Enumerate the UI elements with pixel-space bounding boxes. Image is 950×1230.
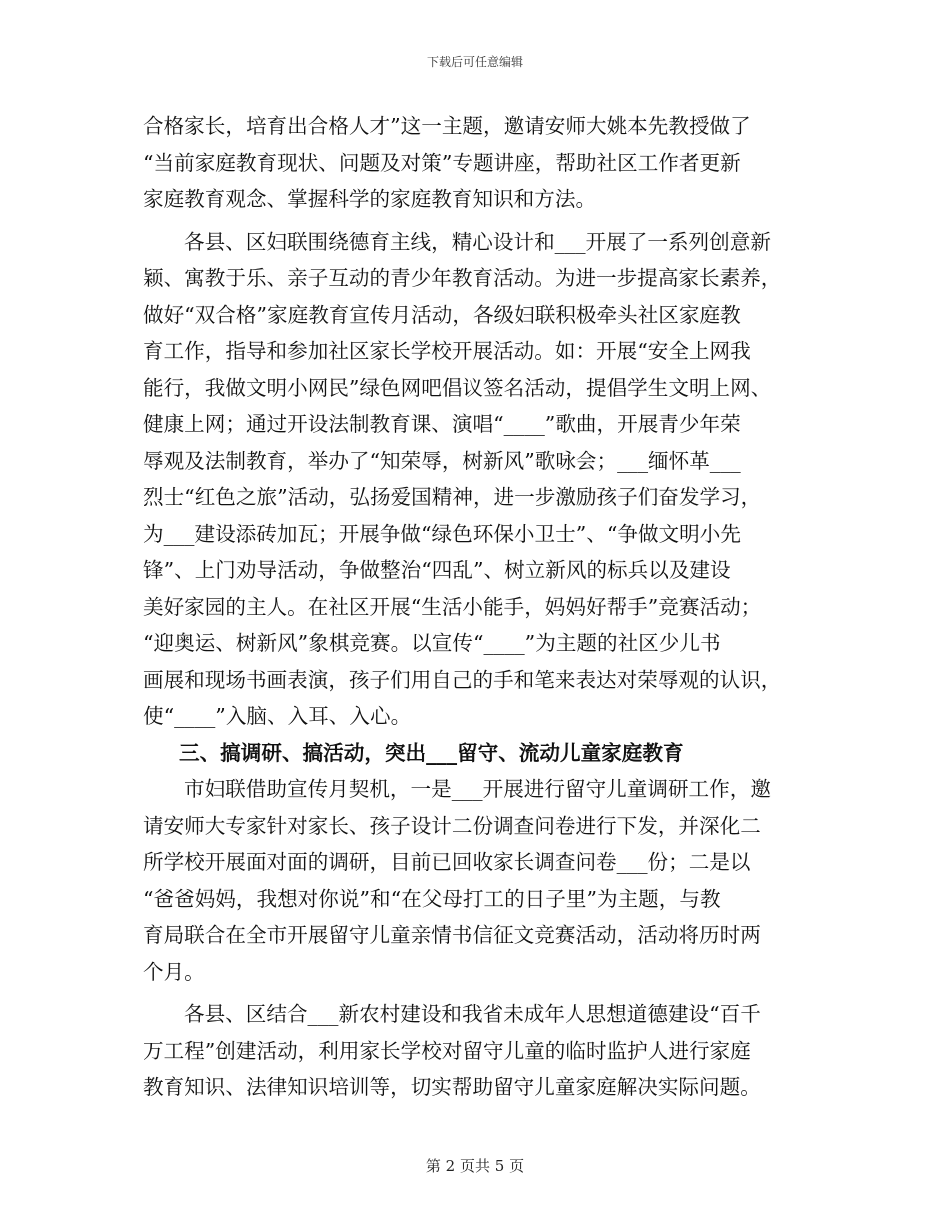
paragraph-2-line: 锋”、上门劝导活动，争做整治“四乱”、树立新风的标兵以及建设	[143, 558, 731, 582]
paragraph-1-line: 家庭教育观念、掌握科学的家庭教育知识和方法。	[143, 187, 597, 211]
paragraph-1-line: “当前家庭教育现状、问题及对策”专题讲座，帮助社区工作者更新	[143, 150, 741, 175]
paragraph-4-line: 教育知识、法律知识培训等，切实帮助留守儿童家庭解决实际问题。	[143, 1075, 761, 1099]
paragraph-2-line: 颖、寓教于乐、亲子互动的青少年教育活动。为进一步提高家长素养，	[143, 266, 782, 290]
document-body	[143, 108, 805, 1106]
paragraph-4-line: 各县、区结合___新农村建设和我省未成年人思想道德建设“百千	[184, 1002, 761, 1026]
paragraph-2-line: “迎奥运、树新风”象棋竞赛。以宣传“____”为主题的社区少儿书	[143, 631, 721, 655]
paragraph-2-line: 辱观及法制教育，举办了“知荣辱，树新风”歌咏会；___缅怀革___	[143, 448, 741, 473]
paragraph-1-line: 合格家长，培育出合格人才”这一主题，邀请安师大姚本先教授做了	[143, 114, 751, 138]
paragraph-3-line: “爸爸妈妈，我想对你说”和“在父母打工的日子里”为主题，与教	[143, 886, 721, 911]
paragraph-3-line: 市妇联借助宣传月契机，一是___开展进行留守儿童调研工作，邀	[184, 777, 771, 801]
page-number-footer: 第 2 页共 5 页	[425, 1157, 525, 1175]
paragraph-2-line: 美好家园的主人。在社区开展“生活小能手，妈妈好帮手”竞赛活动；	[143, 594, 762, 619]
paragraph-2-line: 画展和现场书画表演，孩子们用自己的手和笔来表达对荣辱观的认识，	[143, 667, 782, 692]
paragraph-2-line: 做好“双合格”家庭教育宣传月活动，各级妇联积极牵头社区家庭教	[143, 302, 741, 327]
paragraph-3-line: 请安师大专家针对家长、孩子设计二份调查问卷进行下发，并深化二	[143, 813, 761, 838]
paragraph-2-line: 各县、区妇联围绕德育主线，精心设计和___开展了一系列创意新	[184, 229, 771, 254]
paragraph-2-line: 健康上网；通过开设法制教育课、演唱“____”歌曲，开展青少年荣	[143, 412, 741, 436]
paragraph-2-line: 为___建设添砖加瓦；开展争做“绿色环保小卫士”、“争做文明小先	[143, 521, 741, 546]
paragraph-2-line: 育工作，指导和参加社区家长学校开展活动。如：开展“安全上网我	[143, 339, 751, 363]
paragraph-2-line: 烈士“红色之旅”活动，弘扬爱国精神，进一步激励孩子们奋发学习，	[143, 485, 762, 509]
page-header: 下载后可任意编辑	[426, 55, 523, 69]
paragraph-2-line: 使“____”入脑、入耳、入心。	[143, 704, 412, 728]
paragraph-3-line: 个月。	[143, 959, 205, 984]
paragraph-2-line: 能行，我做文明小网民”绿色网吧倡议签名活动，提倡学生文明上网、	[143, 375, 772, 400]
paragraph-4-line: 万工程”创建活动，利用家长学校对留守儿童的临时监护人进行家庭	[143, 1038, 751, 1063]
section-heading: 三、搞调研、搞活动，突出___留守、流动儿童家庭教育	[179, 740, 684, 765]
paragraph-3-line: 所学校开展面对面的调研，目前已回收家长调查问卷___份；二是以	[143, 850, 751, 874]
paragraph-3-line: 育局联合在全市开展留守儿童亲情书信征文竞赛活动，活动将历时两	[143, 923, 761, 947]
